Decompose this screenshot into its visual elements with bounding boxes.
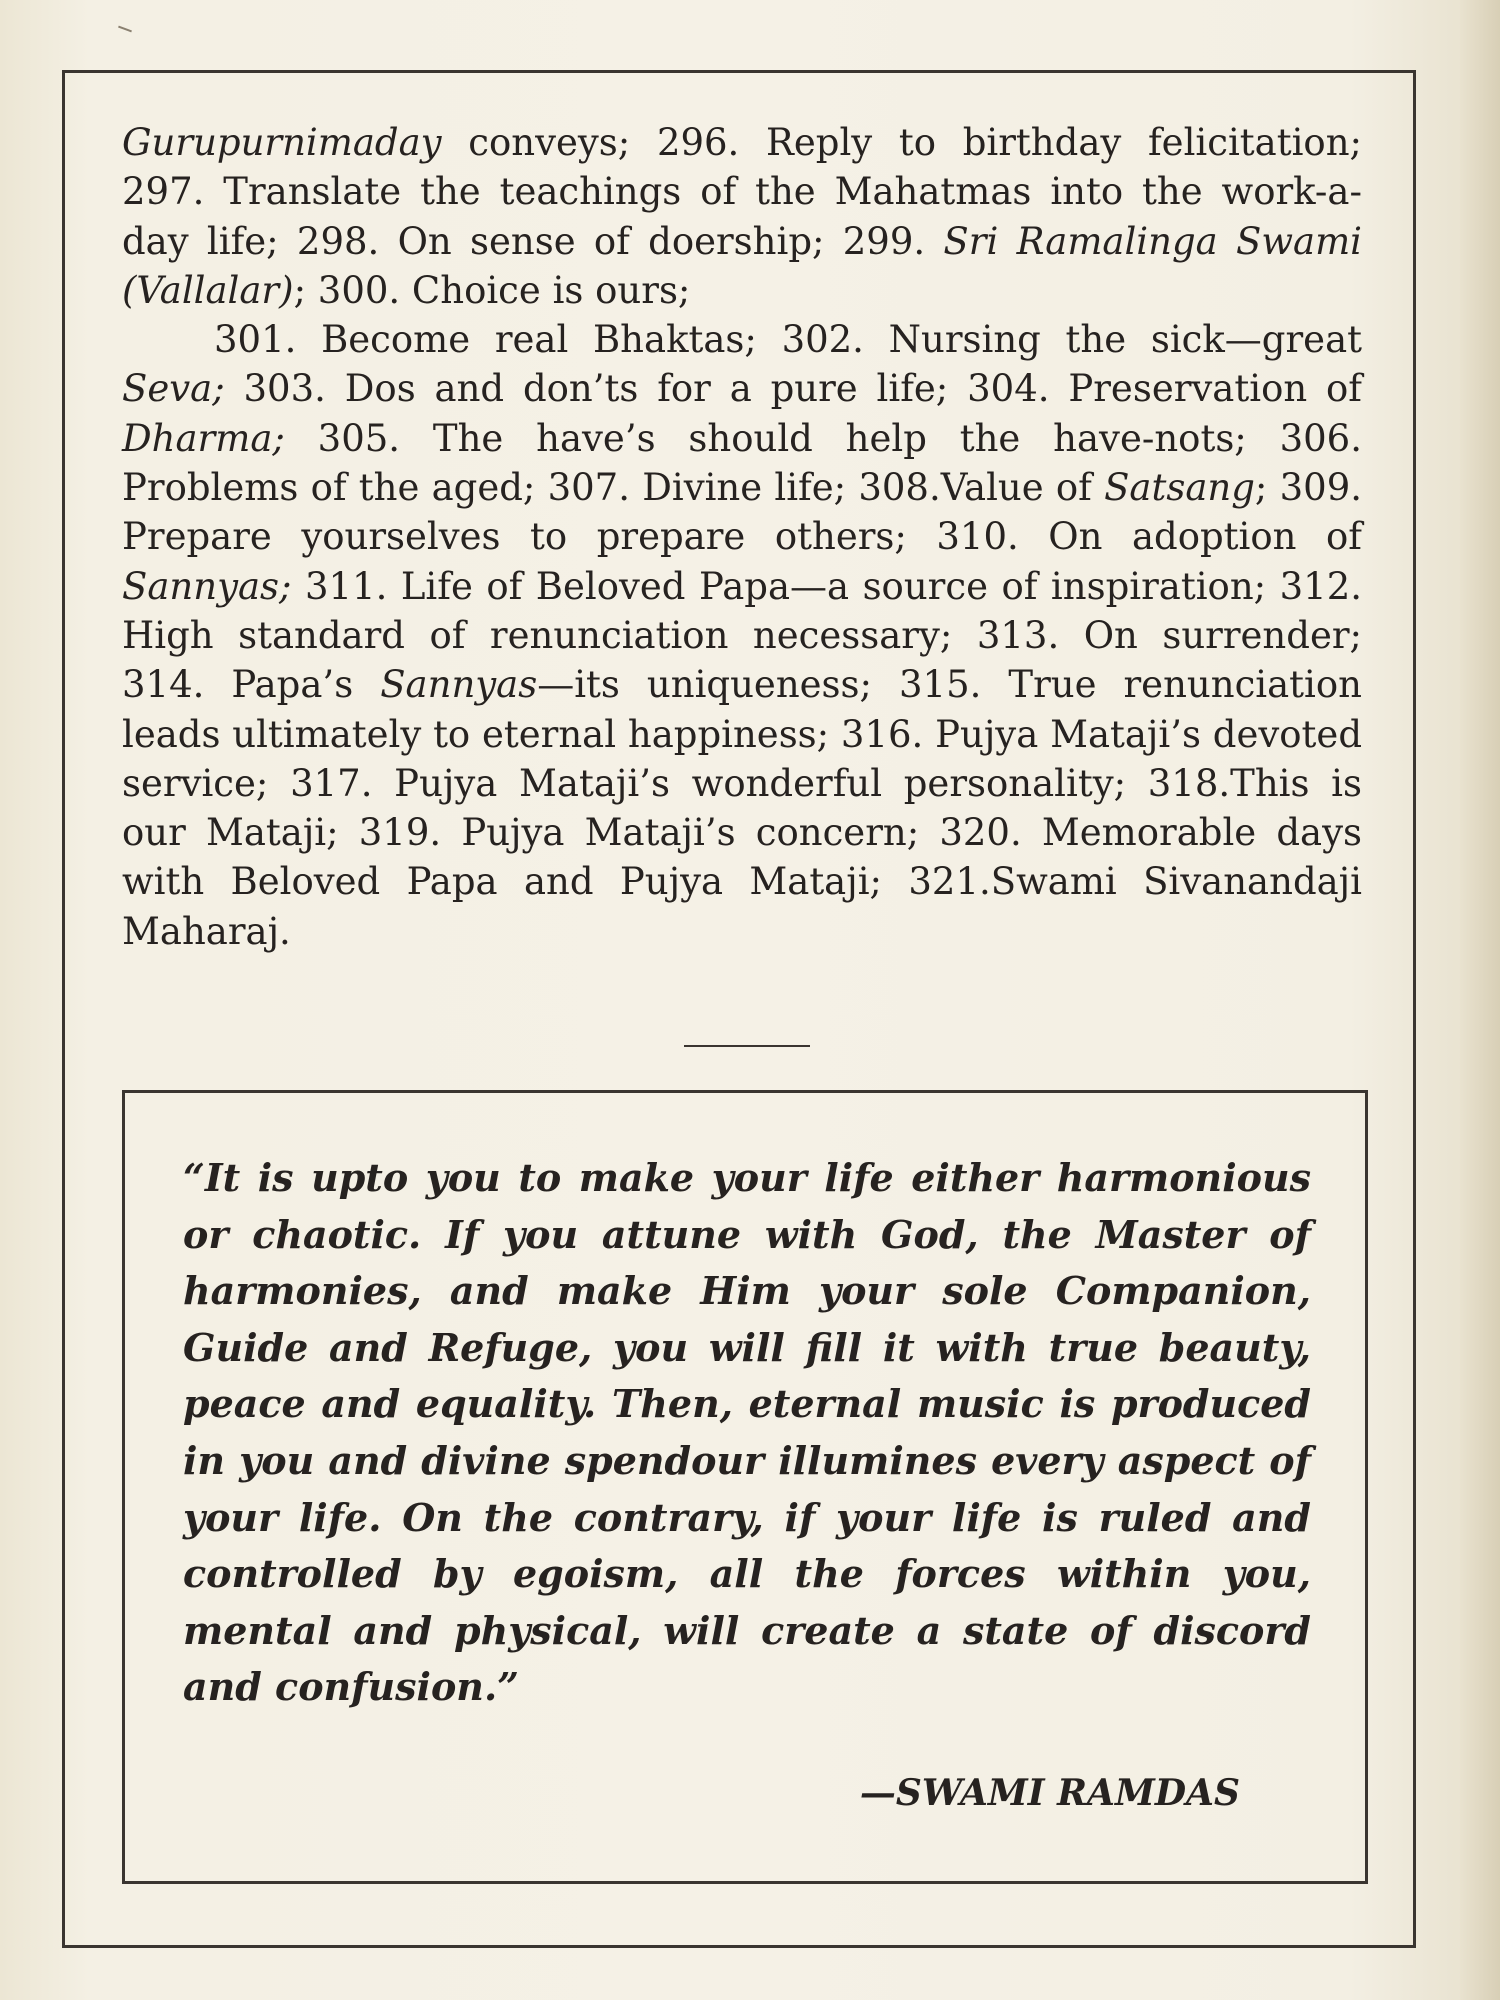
contents-paragraph-1 (122, 118, 1362, 315)
term-sannyas-2: Sannyas (380, 663, 538, 707)
text-run: 311. Life of Beloved Papa—a source of inspiration; 312. High standard of renunciation necessary; 313. On surrender; 314. Papa’s (122, 564, 1362, 707)
term-seva: Seva; (122, 367, 225, 411)
term-ramalinga: Sri Ramalinga Swami (Vallalar) (122, 219, 1362, 312)
term-satsang: Satsang (1104, 466, 1255, 510)
text-run: ; 309. Prepare yourselves to prepare others; 310. On adoption of (122, 466, 1362, 559)
quote-text: “It is upto you to make your life either harmonious or chaotic. If you attune with God, the Master of harmonies, and make Him your sole Companion, Guide and Refuge, you will fill it with true beauty, peace and equality. Then, eternal music is produced in you and divine spendour illumines every aspect of your life. On the contrary, if your life is ruled and controlled by egoism, all the forces within you, mental and physical, will create a state of discord and confusion.” (183, 1155, 1311, 1710)
text-run: ; 300. Choice is ours; (293, 268, 691, 312)
print-mark (118, 26, 132, 33)
text-run: 301. Become real Bhaktas; 302. Nursing the sick—great (214, 318, 1362, 362)
text-run: —its uniqueness; 315. True renunciation leads ultimately to eternal happiness; 316. Pujya Mataji’s devoted service; 317. Pujya Mataji’s wonderful personality; 318.This is our Mataji; 319. Pujya Mataji’s concern; 320. Memorable days with Beloved Papa and Pujya Mataji; 321.Swami Sivanandaji Maharaj. (122, 663, 1362, 953)
section-divider (684, 1045, 810, 1047)
quote-attribution: —SWAMI RAMDAS (859, 1772, 1240, 1814)
page-edge-shadow (1460, 0, 1500, 2000)
contents-list (122, 118, 1362, 956)
text-run: 303. Dos and don’ts for a pure life; 304. Preservation of (224, 367, 1362, 411)
term-gurupurnimaday: Gurupurnimaday (122, 121, 442, 164)
contents-paragraph-2 (122, 315, 1362, 956)
term-dharma: Dharma; (122, 416, 285, 460)
text-run: conveys; 296. Reply to birthday felicitation; 297. Translate the teachings of the Mahatmas into the work-a-day life; 298. On sense of doership; 299. (122, 121, 1362, 263)
text-run: 305. The have’s should help the have-nots; 306. Problems of the aged; 307. Divine life; 308.Value of (122, 416, 1362, 510)
term-sannyas: Sannyas; (122, 564, 292, 608)
